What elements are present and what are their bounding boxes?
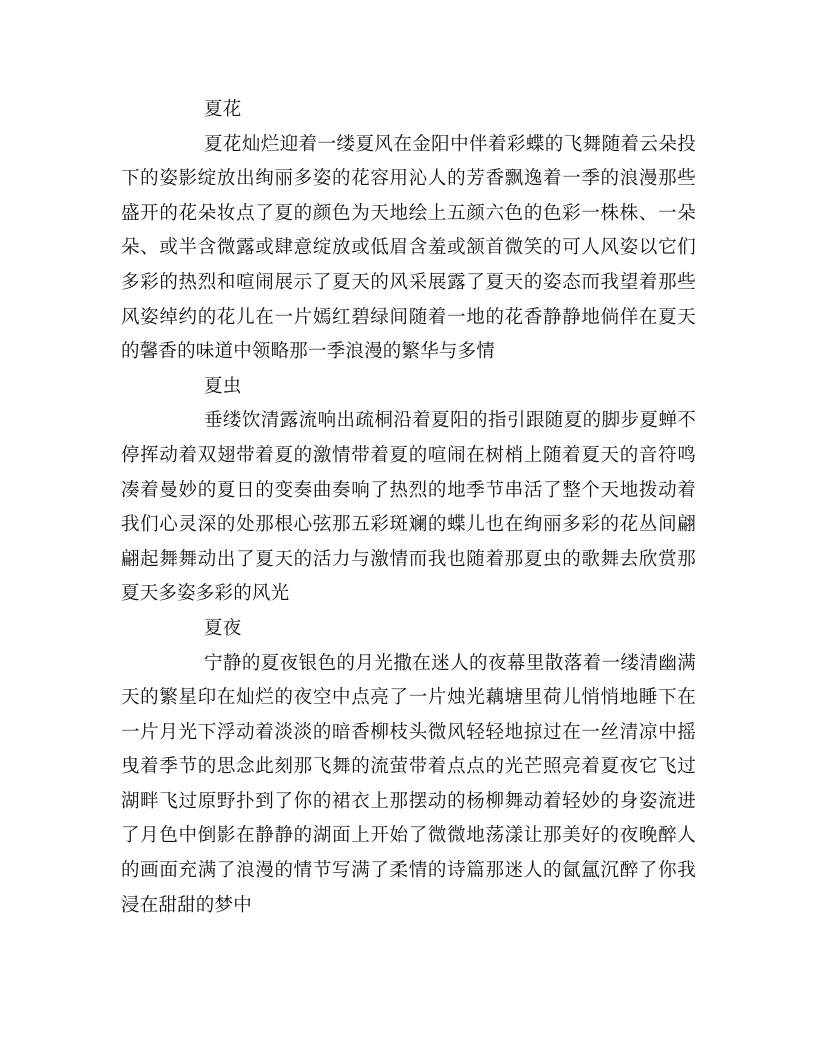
section-xia-chong <box>121 370 696 612</box>
section-paragraph: 夏花灿烂迎着一缕夏风在金阳中伴着彩蝶的飞舞随着云朵投下的姿影绽放出绚丽多姿的花容用沁人的芳香飘逸着一季的浪漫那些盛开的花朵妆点了夏的颜色为天地绘上五颜六色的色彩一株株、一朵朵、或半含微露或肆意绽放或低眉含羞或颔首微笑的可人风姿以它们多彩的热烈和喧闹展示了夏天的风采展露了夏天的姿态而我望着那些风姿绰约的花儿在一片嫣红碧绿间随着一地的花香静静地倘佯在夏天的馨香的味道中领略那一季浪漫的繁华与多情 <box>121 133 696 363</box>
section-xia-ye <box>121 612 696 923</box>
section-title: 夏花 <box>204 99 242 120</box>
section-title: 夏夜 <box>204 617 242 639</box>
section-title: 夏虫 <box>204 375 242 397</box>
section-paragraph: 宁静的夏夜银色的月光撒在迷人的夜幕里散落着一缕清幽满天的繁星印在灿烂的夜空中点亮了一片烛光藕塘里荷儿悄悄地睡下在一片月光下浮动着淡淡的暗香柳枝头微风轻轻地掠过在一丝清凉中摇曳着季节的思念此刻那飞舞的流萤带着点点的光芒照亮着夏夜它飞过湖畔飞过原野扑到了你的裙衣上那摆动的杨柳舞动着轻妙的身姿流进了月色中倒影在静静的湖面上开始了微微地荡漾让那美好的夜晚醉人的画面充满了浪漫的情节写满了柔情的诗篇那迷人的氤氲沉醉了你我浸在甜甜的梦中 <box>121 652 696 916</box>
document-body <box>121 93 696 923</box>
section-xia-hua <box>121 93 696 370</box>
section-paragraph: 垂缕饮清露流响出疏桐沿着夏阳的指引跟随夏的脚步夏蝉不停挥动着双翅带着夏的激情带着夏的喧闹在树梢上随着夏天的音符鸣凑着曼妙的夏日的变奏曲奏响了热烈的地季节串活了整个天地拨动着我们心灵深的处那根心弦那五彩斑斓的蝶儿也在绚丽多彩的花丛间翩翩起舞舞动出了夏天的活力与激情而我也随着那夏虫的歌舞去欣赏那夏天多姿多彩的风光 <box>121 410 696 605</box>
